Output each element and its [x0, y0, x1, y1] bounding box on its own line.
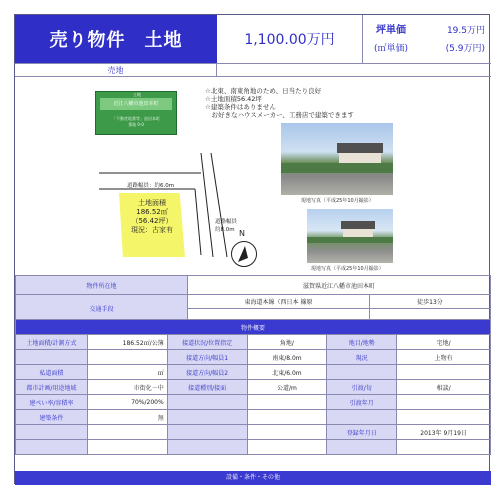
note-line: ☆北東、南東角地のため、日当たり良好 — [205, 87, 322, 95]
overview-label — [167, 440, 247, 455]
lot-info — [119, 199, 185, 235]
overview-label: 接道方向/幅員1 — [167, 350, 247, 365]
overview-value: 相談/ — [397, 380, 491, 395]
overview-label: 建ぺい率/容積率 — [16, 395, 88, 410]
lot-area-tsubo: （56.42坪） — [131, 217, 173, 225]
overview-label — [16, 440, 88, 455]
overview-label: 私道面積 — [16, 365, 88, 380]
overview-label — [327, 440, 397, 455]
site-photo-1 — [281, 123, 393, 195]
lot-status: 現況：古家有 — [131, 226, 173, 234]
overview-label — [167, 395, 247, 410]
address-label: 物件所在地 — [16, 276, 188, 295]
compass-icon — [231, 241, 257, 267]
east-road-width: 約8.0m — [215, 227, 235, 233]
category-bar — [15, 63, 491, 77]
overview-label: 土地面積/計測方式 — [16, 335, 88, 350]
overview-value — [247, 425, 327, 440]
overview-value — [247, 395, 327, 410]
overview-label: 現況 — [327, 350, 397, 365]
overview-label: 建築条件 — [16, 410, 88, 425]
site-photo-2 — [307, 209, 393, 263]
overview-value: ㎡ — [87, 365, 167, 380]
overview-label: 引渡/旬 — [327, 380, 397, 395]
sign-top: 土地 — [133, 92, 141, 97]
overview-row — [16, 365, 491, 380]
overview-row — [16, 380, 491, 395]
photo-caption-2: 現地写真（平成25年10月撮影） — [311, 266, 384, 272]
note-line: ☆土地面積56.42坪 — [205, 95, 262, 103]
walk-time: 徒歩13分 — [370, 295, 491, 309]
sqm-price-value: (5.9万円) — [445, 44, 485, 54]
overview-value — [247, 440, 327, 455]
east-road-label: 道路幅員 — [215, 219, 238, 225]
sign-title: 近江八幡市池田本町 — [100, 98, 172, 110]
location-table — [15, 275, 491, 323]
photo-caption-1: 現地写真（平成25年10月撮影） — [301, 198, 374, 204]
overview-label: 引渡年月 — [327, 395, 397, 410]
transport-label: 交通手段 — [16, 295, 188, 323]
overview-label — [167, 410, 247, 425]
overview-label — [16, 425, 88, 440]
overview-value — [397, 365, 491, 380]
overview-row — [16, 335, 491, 350]
overview-value: 上物有 — [397, 350, 491, 365]
overview-value: 無 — [87, 410, 167, 425]
overview-value — [397, 440, 491, 455]
sqm-price-label: (㎡単価) — [373, 44, 409, 54]
overview-row — [16, 395, 491, 410]
compass-north-label: N — [239, 229, 245, 238]
overview-value: 186.52㎡/公簿 — [87, 335, 167, 350]
lot-area-label: 土地面積 — [138, 199, 166, 207]
overview-value — [87, 440, 167, 455]
overview-row — [16, 440, 491, 455]
overview-value: 70%/200% — [87, 395, 167, 410]
map-and-photos — [15, 77, 491, 275]
overview-value: 2013年 9月19日 — [397, 425, 491, 440]
overview-value: 北東/6.0m — [247, 365, 327, 380]
overview-row — [16, 425, 491, 440]
price: 1,100.00万円 — [217, 15, 363, 63]
overview-table — [15, 319, 491, 455]
note-line: ☆建築条件はありません — [205, 103, 276, 111]
overview-value — [87, 425, 167, 440]
overview-value: 南東/8.0m — [247, 350, 327, 365]
overview-value — [87, 350, 167, 365]
north-road-width: 道路幅員：約6.0m — [127, 183, 175, 189]
overview-value: 市街化－中 — [87, 380, 167, 395]
overview-label — [16, 350, 88, 365]
overview-value: 角地/ — [247, 335, 327, 350]
overview-value: 宅地/ — [397, 335, 491, 350]
overview-value — [247, 410, 327, 425]
overview-label — [167, 425, 247, 440]
overview-label — [327, 410, 397, 425]
lot-area-sqm: 186.52㎡ — [136, 208, 168, 216]
note-line: お好きなハウスメーカー、工務店で建築できます — [205, 111, 354, 119]
overview-label: 接道状況/位置指定 — [167, 335, 247, 350]
overview-label: 接道方向/幅員2 — [167, 365, 247, 380]
overview-banner: 物件概要 — [16, 320, 491, 335]
overview-label: 地目/地勢 — [327, 335, 397, 350]
overview-value — [397, 410, 491, 425]
overview-value: 公道/m — [247, 380, 327, 395]
station-name: 東海道本線（西日本 篠原 — [188, 295, 370, 309]
overview-label — [327, 365, 397, 380]
overview-value — [397, 395, 491, 410]
listing-title: 売り物件 土地 — [15, 15, 217, 63]
sign-detail-2: 番地 0-0 — [128, 122, 144, 127]
tsubo-price-value: 19.5万円 — [446, 26, 485, 36]
overview-label: 都市計画/用途地域 — [16, 380, 88, 395]
category-label: 売地 — [15, 64, 217, 77]
sign-detail-1: 「不動産地番等」池田本町 — [112, 116, 160, 121]
overview-label: 登録年月日 — [327, 425, 397, 440]
overview-label: 接道種別/接面 — [167, 380, 247, 395]
facilities-banner: 設備・条件・その他 — [15, 471, 491, 485]
address-value: 滋賀県近江八幡市池田本町 — [188, 276, 491, 295]
overview-row — [16, 410, 491, 425]
property-sheet — [14, 14, 490, 484]
tsubo-price-label: 坪単価 — [376, 25, 406, 36]
overview-row — [16, 350, 491, 365]
